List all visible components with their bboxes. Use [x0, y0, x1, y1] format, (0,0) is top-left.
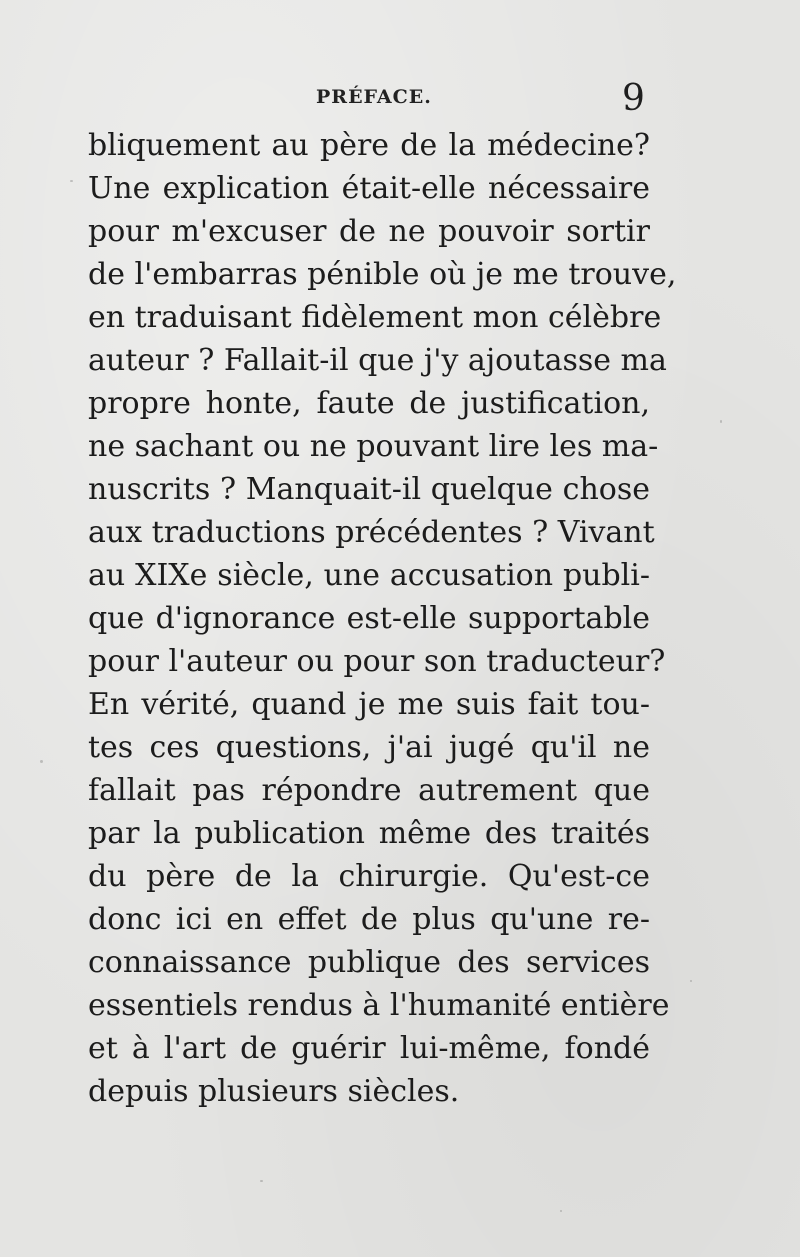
text-line: donc ici en effet de plus qu'une re-	[88, 902, 650, 937]
running-title: PRÉFACE.	[316, 86, 432, 108]
paper-speck	[720, 420, 722, 423]
text-line: que d'ignorance est-elle supportable	[88, 601, 650, 636]
page-number: 9	[622, 78, 645, 119]
paper-speck	[260, 1180, 263, 1182]
text-line: bliquement au père de la médecine?	[88, 128, 650, 163]
text-line: tes ces questions, j'ai jugé qu'il ne	[88, 730, 650, 765]
paper-speck	[40, 760, 43, 763]
text-line: du père de la chirurgie. Qu'est-ce	[88, 859, 650, 894]
text-line: en traduisant fidèlement mon célèbre	[88, 300, 662, 335]
text-line: aux traductions précédentes ? Vivant	[88, 515, 655, 550]
text-line: nuscrits ? Manquait-il quelque chose	[88, 472, 650, 507]
text-line: pour m'excuser de ne pouvoir sortir	[88, 214, 650, 249]
paper-speck	[560, 1210, 562, 1212]
text-line: Une explication était-elle nécessaire	[88, 171, 650, 206]
text-line: par la publication même des traités	[88, 816, 650, 851]
text-line: et à l'art de guérir lui-même, fondé	[88, 1031, 650, 1066]
text-line: essentiels rendus à l'humanité entière	[88, 988, 670, 1023]
text-line: fallait pas répondre autrement que	[88, 773, 650, 808]
body-text	[88, 124, 677, 1113]
text-line: connaissance publique des services	[88, 945, 650, 980]
text-line: de l'embarras pénible où je me trouve,	[88, 257, 677, 292]
paper-speck	[690, 980, 692, 982]
text-line: pour l'auteur ou pour son traducteur?	[88, 644, 666, 679]
text-line: depuis plusieurs siècles.	[88, 1074, 460, 1109]
text-line: En vérité, quand je me suis fait tou-	[88, 687, 650, 722]
text-line: propre honte, faute de justification,	[88, 386, 650, 421]
text-line: auteur ? Fallait-il que j'y ajoutasse ma	[88, 343, 667, 378]
paper-speck	[70, 180, 73, 182]
text-line: au XIXe siècle, une accusation publi-	[88, 558, 650, 593]
text-line: ne sachant ou ne pouvant lire les ma-	[88, 429, 659, 464]
